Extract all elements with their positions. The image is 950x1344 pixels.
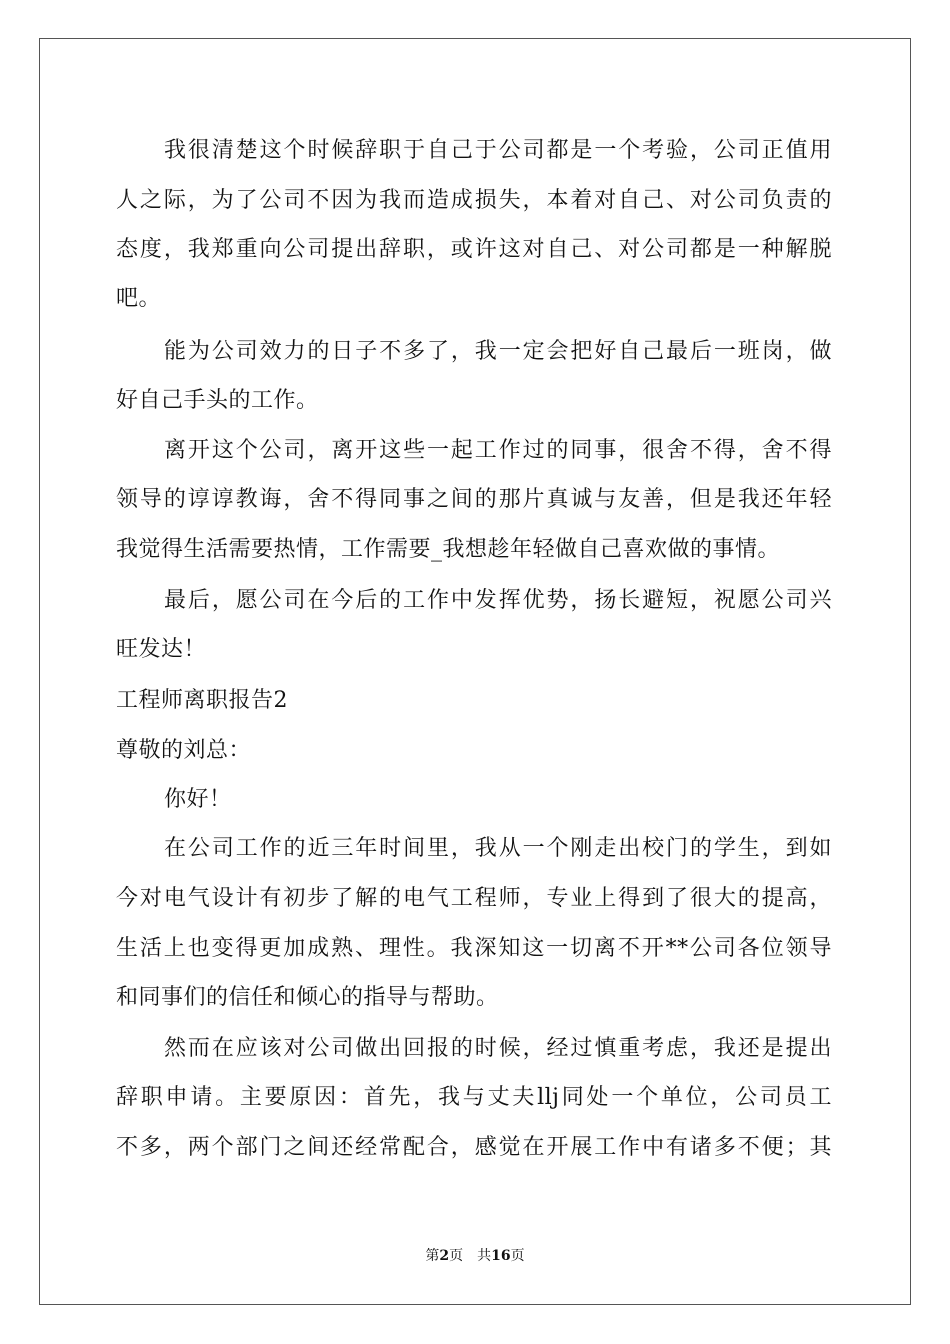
paragraph-line: 领导的谆谆教诲，舍不得同事之间的那片真诚与友善，但是我还年轻 — [116, 487, 832, 512]
total-prefix: 共 — [477, 1248, 492, 1264]
paragraph-line: 我觉得生活需要热情，工作需要_我想趁年轻做自己喜欢做的事情。 — [116, 537, 781, 562]
page-number: 2 — [439, 1248, 450, 1264]
paragraph-line: 生活上也变得更加成熟、理性。我深知这一切离不开**公司各位领导 — [116, 936, 832, 961]
paragraph-line: 好自己手头的工作。 — [116, 388, 319, 413]
paragraph-line: 不多，两个部门之间还经常配合，感觉在开展工作中有诸多不便；其 — [116, 1135, 832, 1160]
paragraph-line: 我很清楚这个时候辞职于自己于公司都是一个考验，公司正值用 — [164, 138, 832, 163]
paragraph-line: 和同事们的信任和倾心的指导与帮助。 — [116, 985, 499, 1010]
total-pages: 16 — [491, 1248, 511, 1264]
paragraph-line: 吧。 — [116, 286, 162, 311]
paragraph-line: 能为公司效力的日子不多了，我一定会把好自己最后一班岗，做 — [164, 339, 832, 364]
paragraph-line: 今对电气设计有初步了解的电气工程师，专业上得到了很大的提高， — [116, 886, 832, 911]
paragraph-line: 最后，愿公司在今后的工作中发挥优势，扬长避短，祝愿公司兴 — [164, 588, 832, 613]
greeting: 你好！ — [164, 787, 232, 812]
paragraph-line: 离开这个公司，离开这些一起工作过的同事，很舍不得，舍不得 — [164, 438, 832, 463]
salutation: 尊敬的刘总： — [116, 738, 252, 763]
paragraph-line: 人之际，为了公司不因为我而造成损失，本着对自己、对公司负责的 — [116, 188, 832, 213]
page-footer — [0, 1247, 950, 1265]
page-border — [39, 38, 911, 1305]
paragraph-line: 旺发达！ — [116, 637, 207, 662]
total-suffix: 页 — [510, 1248, 525, 1264]
page-suffix: 页 — [449, 1248, 464, 1264]
page-prefix: 第 — [425, 1248, 440, 1264]
paragraph-line: 辞职申请。主要原因：首先，我与丈夫llj同处一个单位，公司员工 — [116, 1085, 832, 1110]
paragraph-line: 在公司工作的近三年时间里，我从一个刚走出校门的学生，到如 — [164, 836, 832, 861]
section-title: 工程师离职报告2 — [116, 688, 288, 713]
paragraph-line: 态度，我郑重向公司提出辞职，或许这对自己、对公司都是一种解脱 — [116, 237, 832, 262]
paragraph-line: 然而在应该对公司做出回报的时候，经过慎重考虑，我还是提出 — [164, 1036, 832, 1061]
